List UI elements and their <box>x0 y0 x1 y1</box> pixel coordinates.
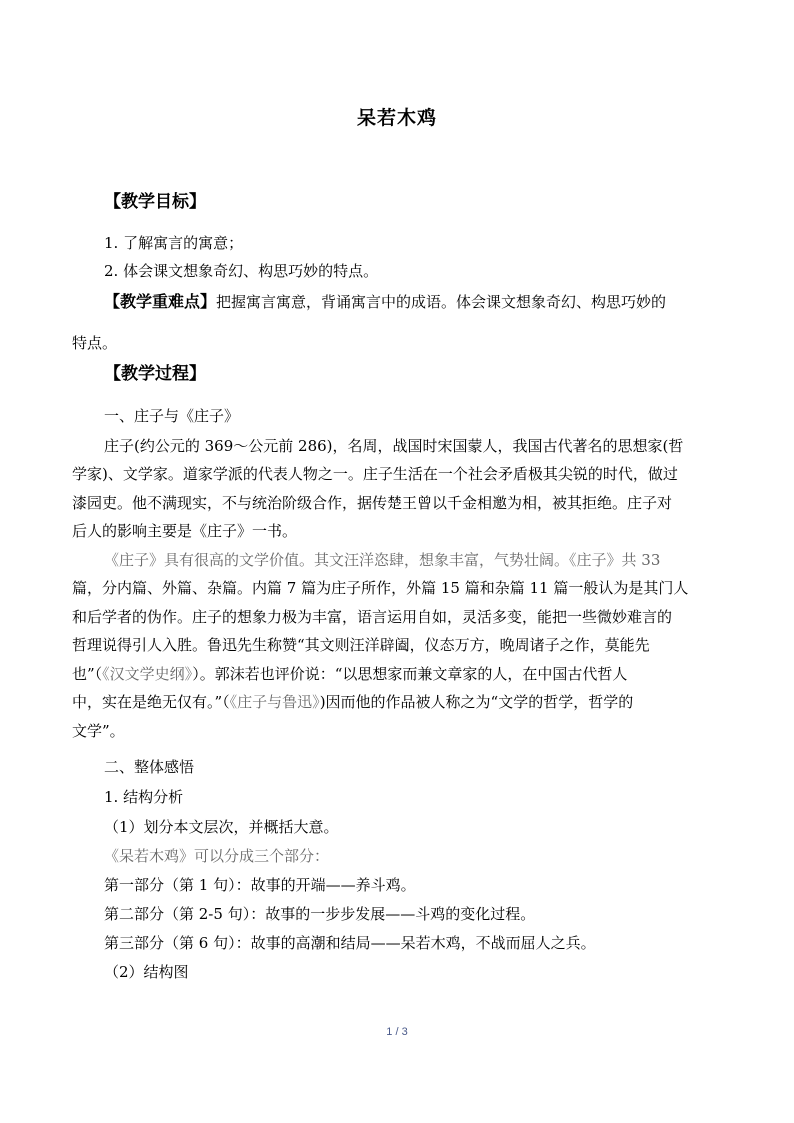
citation-text: 《汉文学史纲》 <box>102 665 193 683</box>
page-number: 1 / 3 <box>386 1026 408 1038</box>
structure-part-3: 第三部分（第 6 句）：故事的高潮和结局——呆若木鸡，不战而屈人之兵。 <box>104 934 596 952</box>
citation-text: 《庄子与鲁迅》 <box>229 693 320 711</box>
paragraph1-line2: 学家)、文学家。道家学派的代表人物之一。庄子生活在一个社会矛盾极其尖锐的时代，做过 <box>72 465 678 483</box>
question-2: （2）结构图 <box>104 963 189 981</box>
paragraph1-line4: 后人的影响主要是《庄子》一书。 <box>72 522 298 540</box>
heading-teaching-process: 【教学过程】 <box>104 364 206 384</box>
part2-heading: 二、整体感悟 <box>104 758 195 776</box>
text-segment: 中，实在是绝无仅有。”（ <box>72 693 230 711</box>
paragraph1-line3: 漆园吏。他不满现实，不与统治阶级合作，据传楚王曾以千金相邀为相，被其拒绝。庄子对 <box>72 494 673 512</box>
goal-item-2: 2. 体会课文想象奇幻、构思巧妙的特点。 <box>104 262 379 280</box>
paragraph1-line1: 庄子(约公元的 369～公元前 286)，名周，战国时宋国蒙人，我国古代著名的思想家(哲 <box>104 437 684 455</box>
heading-key-points: 【教学重难点】 <box>104 292 217 311</box>
subheading-structure: 1. 结构分析 <box>104 788 184 806</box>
text-segment: ）。郭沫若也评价说：“以思想家而兼文章家的人，在中国古代哲人 <box>192 665 628 683</box>
paragraph2-line7: 文学”。 <box>72 722 125 740</box>
key-points-text-cont: 特点。 <box>72 334 118 352</box>
document-title: 呆若木鸡 <box>356 107 437 129</box>
question-1: （1）划分本文层次，并概括大意。 <box>104 818 339 836</box>
part1-heading: 一、庄子与《庄子》 <box>104 407 240 425</box>
goal-item-1: 1. 了解寓言的寓意； <box>104 234 244 252</box>
paragraph2-line2: 篇，分内篇、外篇、杂篇。内篇 7 篇为庄子所作，外篇 15 篇和杂篇 11 篇一般认为是其门人 <box>72 579 689 597</box>
paragraph2-line4: 哲理说得引人入胜。鲁迅先生称赞“其文则汪洋辟阖，仪态万方，晚周诸子之作，莫能先 <box>72 636 650 654</box>
key-points-line <box>104 292 666 312</box>
paragraph2-line5 <box>72 664 627 684</box>
question-1-answer-intro: 《呆若木鸡》可以分成三个部分： <box>104 847 330 865</box>
structure-part-1: 第一部分（第 1 句）：故事的开端——养斗鸡。 <box>104 876 416 894</box>
paragraph2-line6 <box>72 692 633 712</box>
text-segment: )因而他的作品被人称之为“文学的哲学，哲学的 <box>319 693 634 711</box>
structure-part-2: 第二部分（第 2-5 句）：故事的一步步发展——斗鸡的变化过程。 <box>104 905 536 923</box>
paragraph2-line1: 《庄子》具有很高的文学价值。其文汪洋恣肆，想象丰富，气势壮阔。《庄子》共 33 <box>104 551 661 569</box>
text-segment: 也”（ <box>72 665 103 683</box>
heading-teaching-goals: 【教学目标】 <box>104 192 206 212</box>
key-points-text: 把握寓言寓意，背诵寓言中的成语。体会课文想象奇幻、构思巧妙的 <box>216 293 667 311</box>
paragraph2-line3: 和后学者的伪作。庄子的想象力极为丰富，语言运用自如，灵活多变，能把一些微妙难言的 <box>72 608 673 626</box>
